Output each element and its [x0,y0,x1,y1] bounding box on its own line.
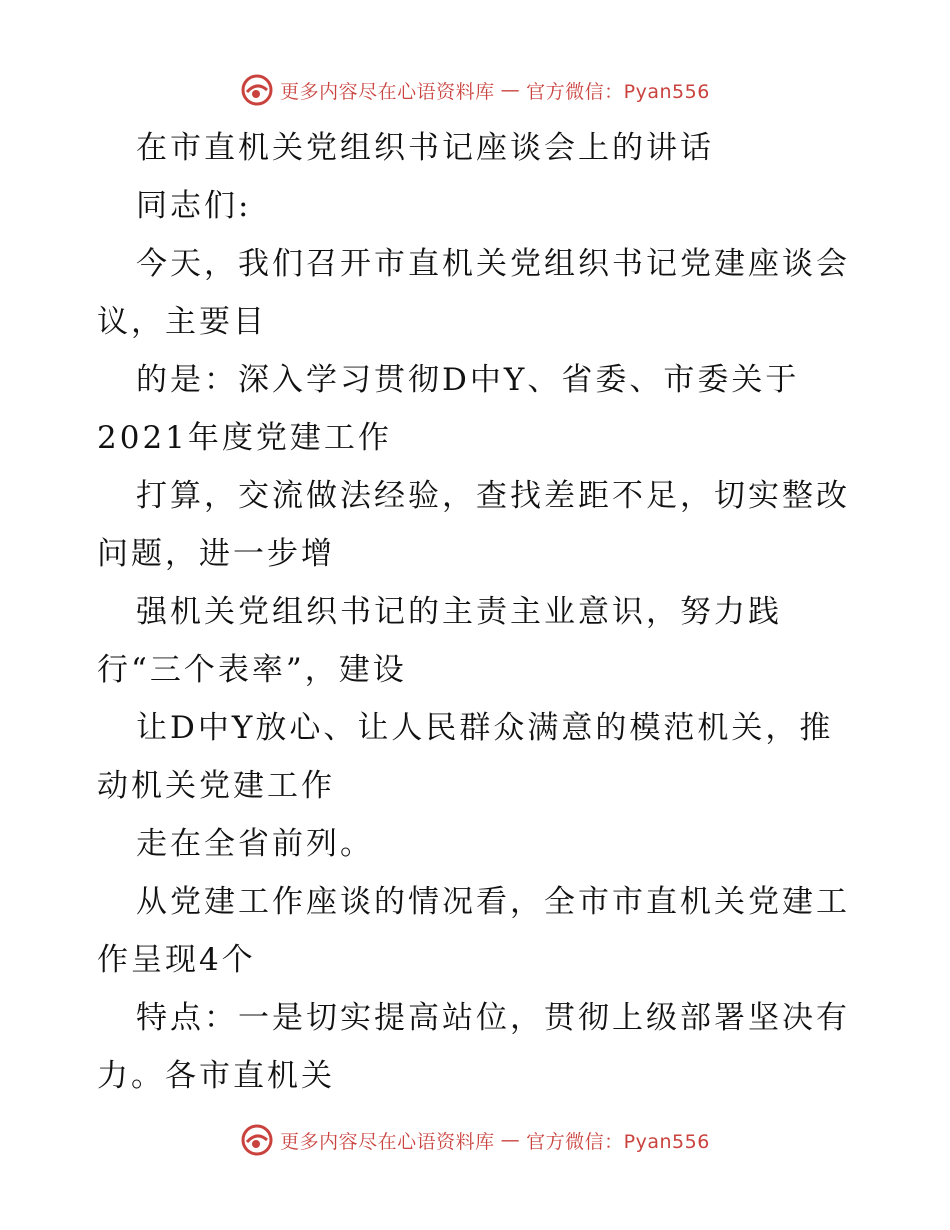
body-line: 动机关党建工作 [97,768,335,804]
document-title: 在市直机关党组织书记座谈会上的讲话 [136,130,714,166]
banner-wechat-text: 官方微信：Pyan556 [526,80,710,103]
body-line: 问题，进一步增 [97,536,335,572]
body-line: 今天，我们召开市直机关党组织书记党建座谈会 [136,246,850,282]
body-line: 走在全省前列。 [136,826,374,862]
brand-logo-icon [240,73,274,107]
brand-logo-icon [240,1123,274,1157]
body-line: 特点：一是切实提高站位，贯彻上级部署坚决有 [136,1000,850,1036]
banner-dash: — [500,79,521,101]
body-line: 作呈现4个 [97,942,256,978]
banner-brand-text: 更多内容尽在心语资料库 [280,80,495,103]
body-line: 让D中Y放心、让人民群众满意的模范机关，推 [136,710,834,746]
body-line: 行“三个表率”，建设 [97,652,407,688]
body-line: 强机关党组织书记的主责主业意识，努力践 [136,594,782,630]
header-banner [0,70,950,110]
banner-wechat-text: 官方微信：Pyan556 [526,1130,710,1153]
body-line: 力。各市直机关 [97,1058,335,1094]
body-line: 的是：深入学习贯彻D中Y、省委、市委关于 [136,362,800,398]
body-line: 2021年度党建工作 [97,420,392,456]
body-line: 从党建工作座谈的情况看，全市市直机关党建工 [136,884,850,920]
body-line: 打算，交流做法经验，查找差距不足，切实整改 [136,478,850,514]
banner-dash: — [500,1129,521,1151]
banner-brand-text: 更多内容尽在心语资料库 [280,1130,495,1153]
body-line: 议，主要目 [97,304,267,340]
footer-banner [0,1120,950,1160]
salutation: 同志们: [136,188,252,224]
